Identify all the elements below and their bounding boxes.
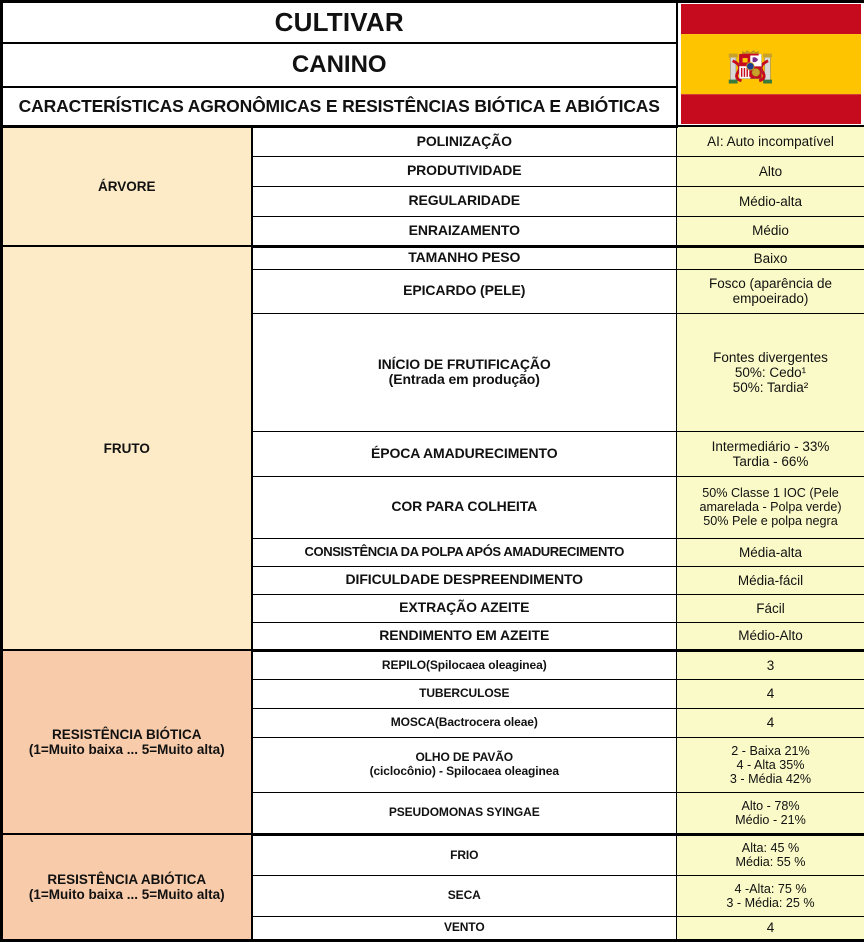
attribute-cell xyxy=(252,737,677,792)
value-line: Médio-Alto xyxy=(680,628,861,643)
attribute-line2: (ciclocônio) - Spilocaea oleaginea xyxy=(256,765,674,778)
value-cell xyxy=(677,834,864,875)
value-cell xyxy=(677,875,864,916)
value-line: Médio - 21% xyxy=(680,813,861,827)
value-line: Fosco (aparência de xyxy=(680,276,861,291)
value-cell xyxy=(677,708,864,737)
attribute-cell: DIFICULDADE DESPREENDIMENTO xyxy=(252,566,677,594)
attribute-cell: EXTRAÇÃO AZEITE xyxy=(252,594,677,622)
value-cell xyxy=(677,679,864,708)
value-line: Tardia - 66% xyxy=(680,454,861,469)
value-line: 3 - Média: 25 % xyxy=(680,896,861,910)
value-line: 4 xyxy=(680,686,861,701)
value-cell xyxy=(677,916,864,940)
value-cell xyxy=(677,126,864,156)
value-line: 50% Classe 1 IOC (Pele xyxy=(680,486,861,500)
value-line: 4 xyxy=(680,715,861,730)
value-cell xyxy=(677,566,864,594)
value-line: Fácil xyxy=(680,601,861,616)
attribute-cell: POLINIZAÇÃO xyxy=(252,126,677,156)
value-cell xyxy=(677,594,864,622)
value-cell xyxy=(677,431,864,476)
attribute-cell: CONSISTÊNCIA DA POLPA APÓS AMADURECIMENTO xyxy=(252,538,677,566)
value-cell xyxy=(677,269,864,313)
value-cell xyxy=(677,737,864,792)
value-cell xyxy=(677,622,864,650)
attribute-cell: REPILO(Spilocaea oleaginea) xyxy=(252,650,677,679)
section-label-resistencia-biotica xyxy=(2,650,252,834)
attribute-line1: INÍCIO DE FRUTIFICAÇÃO xyxy=(378,356,551,372)
value-line: Alta: 45 % xyxy=(680,841,861,855)
section-label-text: RESISTÊNCIA BIÓTICA xyxy=(52,727,202,742)
value-line: Média-alta xyxy=(680,545,861,560)
header-subtitle: CARACTERÍSTICAS AGRONÔMICAS E RESISTÊNCIAS BIÓTICA E ABIÓTICAS xyxy=(2,87,677,127)
section-label-resistencia-abiotica xyxy=(2,834,252,940)
value-cell xyxy=(677,538,864,566)
value-line: amarelada - Polpa verde) xyxy=(680,500,861,514)
spain-flag-icon xyxy=(681,4,862,124)
value-line: Fontes divergentes xyxy=(680,350,861,365)
value-cell xyxy=(677,156,864,186)
value-cell xyxy=(677,650,864,679)
section-label-scale: (1=Muito baixa ... 5=Muito alta) xyxy=(6,887,248,902)
section-label-text: ÁRVORE xyxy=(98,179,156,194)
value-line: 2 - Baixa 21% xyxy=(680,744,861,758)
value-line: Intermediário - 33% xyxy=(680,439,861,454)
value-line: Média: 55 % xyxy=(680,855,861,869)
value-cell xyxy=(677,792,864,834)
attribute-cell: ÉPOCA AMADURECIMENTO xyxy=(252,431,677,476)
value-line: 50% Pele e polpa negra xyxy=(680,514,861,528)
section-label-scale: (1=Muito baixa ... 5=Muito alta) xyxy=(6,742,248,757)
value-line: 50%: Tardia² xyxy=(680,380,861,395)
section-label-fruto xyxy=(2,246,252,650)
value-line: Alto - 78% xyxy=(680,799,861,813)
value-line: 4 - Alta 35% xyxy=(680,758,861,772)
value-line: empoeirado) xyxy=(680,291,861,306)
value-line: 4 xyxy=(680,920,861,935)
attribute-cell: SECA xyxy=(252,875,677,916)
value-cell xyxy=(677,216,864,246)
attribute-cell: PRODUTIVIDADE xyxy=(252,156,677,186)
value-cell xyxy=(677,186,864,216)
value-line: Alto xyxy=(680,164,861,179)
attribute-cell: MOSCA(Bactrocera oleae) xyxy=(252,708,677,737)
value-line: 3 xyxy=(680,658,861,673)
value-line: AI: Auto incompatível xyxy=(680,134,861,149)
attribute-cell: PSEUDOMONAS SYINGAE xyxy=(252,792,677,834)
attribute-line1: OLHO DE PAVÃO xyxy=(415,750,513,764)
value-line: 50%: Cedo¹ xyxy=(680,365,861,380)
section-label-arvore xyxy=(2,126,252,246)
section-label-text: RESISTÊNCIA ABIÓTICA xyxy=(47,872,206,887)
value-line: Média-fácil xyxy=(680,573,861,588)
value-cell xyxy=(677,246,864,269)
value-line: Baixo xyxy=(680,251,861,266)
section-label-text: FRUTO xyxy=(104,441,150,456)
attribute-cell: COR PARA COLHEITA xyxy=(252,476,677,538)
spain-flag xyxy=(677,2,864,127)
attribute-cell: EPICARDO (PELE) xyxy=(252,269,677,313)
attribute-cell: REGULARIDADE xyxy=(252,186,677,216)
header-cultivar-name: CANINO xyxy=(2,43,677,87)
attribute-line2: (Entrada em produção) xyxy=(256,372,674,388)
attribute-cell: ENRAIZAMENTO xyxy=(252,216,677,246)
attribute-cell: TUBERCULOSE xyxy=(252,679,677,708)
value-cell xyxy=(677,313,864,431)
header-cultivar-label: CULTIVAR xyxy=(2,2,677,44)
value-cell xyxy=(677,476,864,538)
attribute-cell: FRIO xyxy=(252,834,677,875)
attribute-cell: TAMANHO PESO xyxy=(252,246,677,269)
attribute-cell: VENTO xyxy=(252,916,677,940)
value-line: Médio xyxy=(680,223,861,238)
value-line: 4 -Alta: 75 % xyxy=(680,882,861,896)
value-line: Médio-alta xyxy=(680,194,861,209)
attribute-cell: RENDIMENTO EM AZEITE xyxy=(252,622,677,650)
attribute-cell xyxy=(252,313,677,431)
value-line: 3 - Média 42% xyxy=(680,772,861,786)
